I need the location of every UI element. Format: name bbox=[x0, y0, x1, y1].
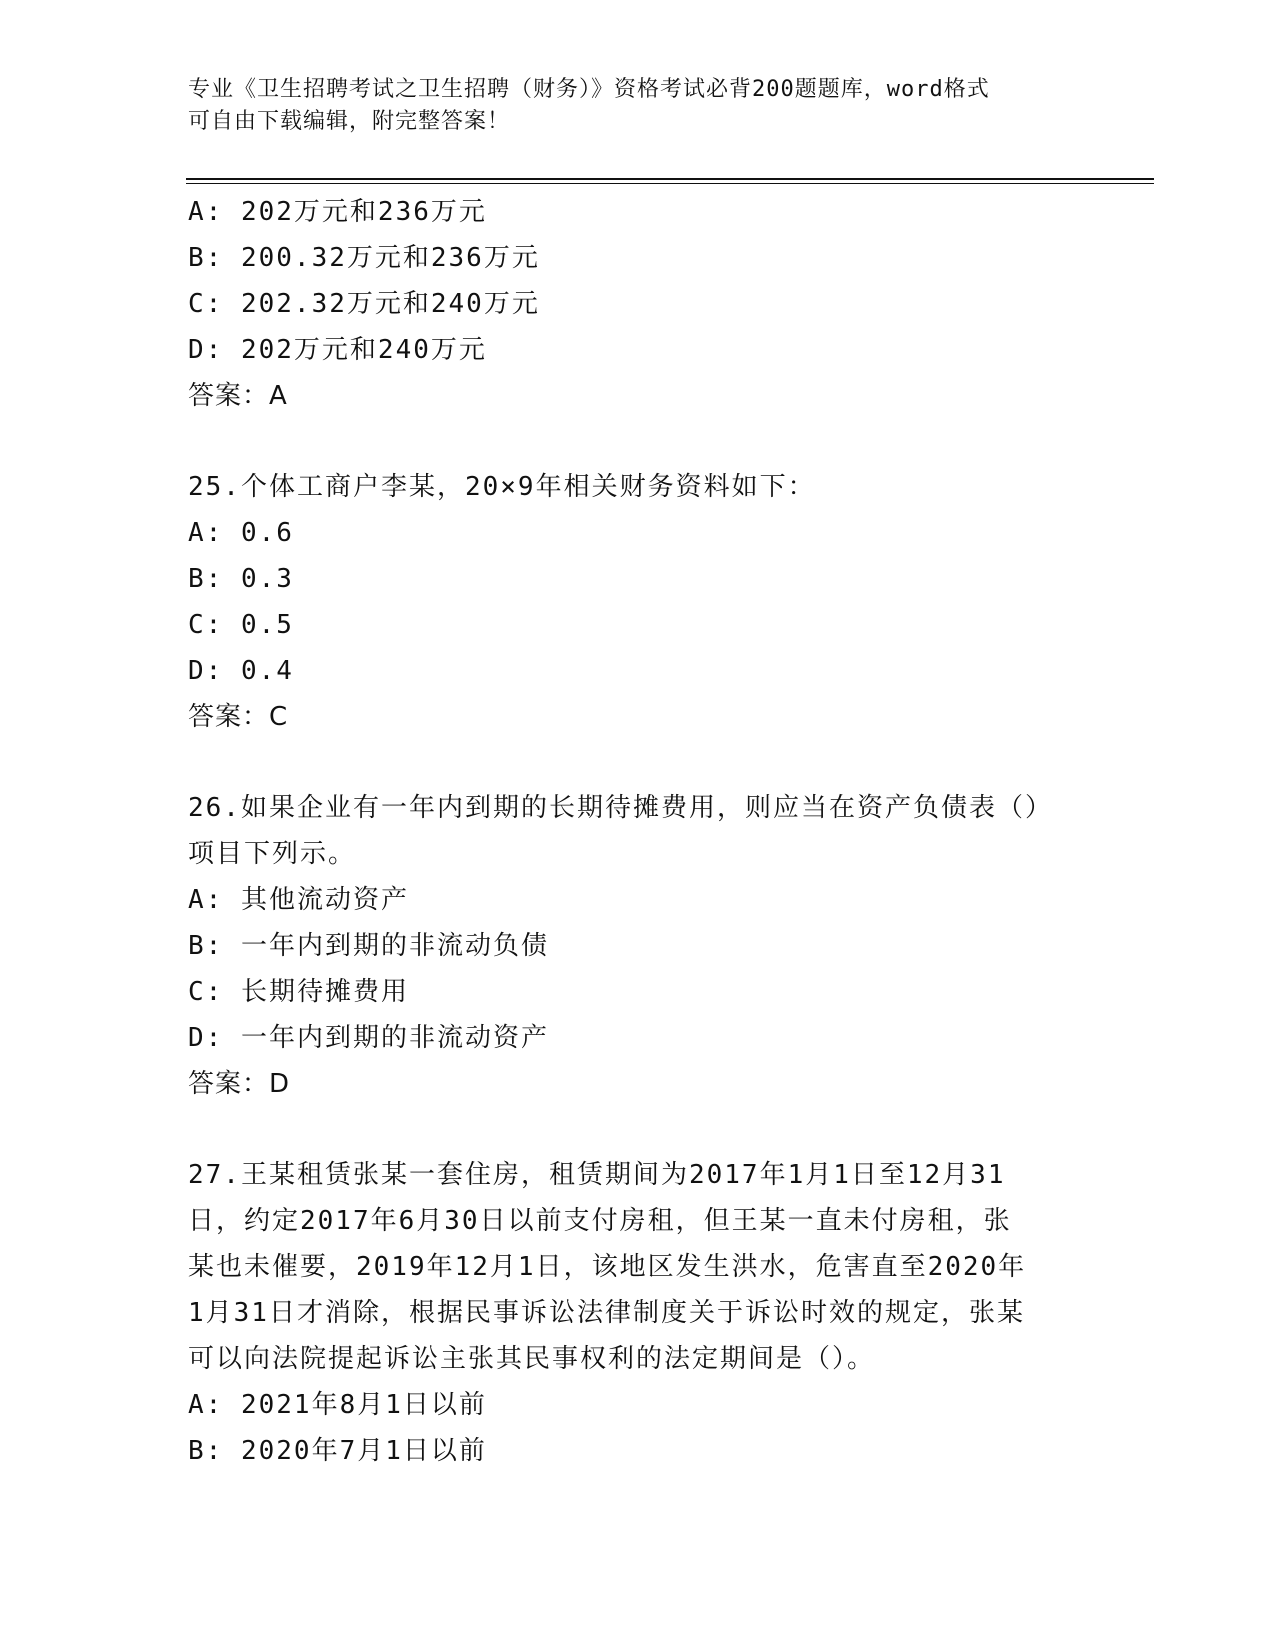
q25-option-d: D: 0.4 bbox=[188, 656, 294, 686]
q26-answer: 答案：D bbox=[188, 1069, 291, 1099]
q24-option-b: B: 200.32万元和236万元 bbox=[188, 243, 540, 273]
spacer bbox=[188, 419, 1068, 464]
q27-option-b: B: 2020年7月1日以前 bbox=[188, 1436, 487, 1466]
q27-stem-line-3: 某也未催要，2019年12月1日，该地区发生洪水，危害直至2020年 bbox=[188, 1252, 1027, 1282]
document-header bbox=[188, 74, 1068, 138]
q25-option-a: A: 0.6 bbox=[188, 518, 294, 548]
question-list bbox=[188, 189, 1068, 1474]
header-divider-thick bbox=[186, 178, 1154, 180]
question-24-options bbox=[188, 189, 1068, 419]
spacer bbox=[188, 1107, 1068, 1152]
q27-stem-line-2: 日，约定2017年6月30日以前支付房租，但王某一直未付房租，张 bbox=[188, 1206, 1012, 1236]
q25-option-b: B: 0.3 bbox=[188, 564, 294, 594]
q24-option-c: C: 202.32万元和240万元 bbox=[188, 289, 540, 319]
q27-option-a: A: 2021年8月1日以前 bbox=[188, 1390, 487, 1420]
q27-stem-line-4: 1月31日才消除，根据民事诉讼法律制度关于诉讼时效的规定，张某 bbox=[188, 1298, 1025, 1328]
question-27 bbox=[188, 1152, 1068, 1474]
q26-option-a: A: 其他流动资产 bbox=[188, 885, 409, 915]
q25-answer: 答案：C bbox=[188, 702, 289, 732]
header-divider-thin bbox=[186, 183, 1154, 184]
q26-stem-line-2: 项目下列示。 bbox=[188, 839, 357, 869]
q26-option-c: C: 长期待摊费用 bbox=[188, 977, 409, 1007]
q26-option-d: D: 一年内到期的非流动资产 bbox=[188, 1023, 549, 1053]
q24-option-d: D: 202万元和240万元 bbox=[188, 335, 487, 365]
q25-option-c: C: 0.5 bbox=[188, 610, 294, 640]
header-title-line-1: 专业《卫生招聘考试之卫生招聘（财务）》资格考试必背200题题库，word格式 bbox=[188, 77, 990, 102]
q24-option-a: A: 202万元和236万元 bbox=[188, 197, 487, 227]
header-title-line-2: 可自由下载编辑，附完整答案！ bbox=[188, 109, 511, 134]
question-25 bbox=[188, 464, 1068, 740]
q27-stem-line-5: 可以向法院提起诉讼主张其民事权利的法定期间是（）。 bbox=[188, 1344, 876, 1374]
q27-stem-line-1: 27.王某租赁张某一套住房，租赁期间为2017年1月1日至12月31 bbox=[188, 1160, 1006, 1190]
q26-option-b: B: 一年内到期的非流动负债 bbox=[188, 931, 549, 961]
spacer bbox=[188, 740, 1068, 785]
q25-stem: 25.个体工商户李某，20×9年相关财务资料如下： bbox=[188, 472, 816, 502]
question-26 bbox=[188, 785, 1068, 1107]
q24-answer: 答案：A bbox=[188, 381, 288, 411]
q26-stem-line-1: 26.如果企业有一年内到期的长期待摊费用，则应当在资产负债表（） bbox=[188, 793, 1053, 823]
